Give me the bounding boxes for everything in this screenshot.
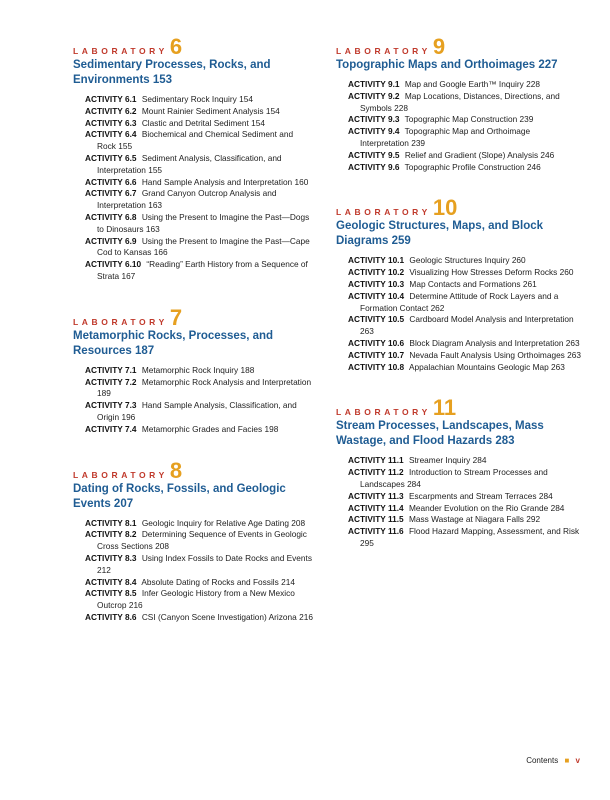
activity-number: ACTIVITY 10.3 <box>348 278 405 289</box>
laboratory-section <box>73 36 313 283</box>
activity-page: 262 <box>430 302 445 313</box>
activity-number: ACTIVITY 11.1 <box>348 455 404 466</box>
activity-number: ACTIVITY 6.5 <box>85 152 137 163</box>
activity-item[interactable] <box>348 114 581 126</box>
activity-item[interactable] <box>85 612 313 624</box>
activity-list <box>85 518 313 624</box>
activity-title: Mass Wastage at Niagara Falls <box>408 514 524 525</box>
activity-title: Using the Present to Imagine the Past—Cape Cod to Kansas <box>97 235 310 258</box>
activity-title: Map and Google Earth™ Inquiry <box>404 79 524 89</box>
activity-item[interactable] <box>85 529 313 553</box>
activity-title: Geologic Structures Inquiry <box>409 255 510 266</box>
activity-number: ACTIVITY 11.3 <box>348 490 404 501</box>
laboratory-title[interactable] <box>73 482 313 512</box>
activity-number: ACTIVITY 10.6 <box>348 337 405 348</box>
activity-page: 196 <box>121 411 136 422</box>
activity-title: Cardboard Model Analysis and Interpretation <box>409 314 574 325</box>
activity-item[interactable] <box>348 267 581 279</box>
activity-item[interactable] <box>85 259 313 283</box>
activity-page: 216 <box>128 600 143 611</box>
activity-number: ACTIVITY 6.6 <box>85 176 137 187</box>
activity-page: 167 <box>121 270 136 281</box>
activity-item[interactable] <box>85 236 313 260</box>
activity-item[interactable] <box>348 514 581 526</box>
laboratory-title[interactable] <box>73 58 313 88</box>
activity-item[interactable] <box>348 126 581 150</box>
activity-number: ACTIVITY 6.3 <box>85 117 137 128</box>
laboratory-label: LABORATORY <box>336 46 431 56</box>
activity-title: Escarpments and Stream Terraces <box>408 490 537 501</box>
laboratory-section <box>336 197 581 373</box>
laboratory-page-number: 259 <box>391 235 411 248</box>
activity-page: 208 <box>155 541 169 552</box>
activity-page: 292 <box>526 514 541 525</box>
activity-number: ACTIVITY 11.6 <box>348 526 404 537</box>
activity-item[interactable] <box>348 255 581 267</box>
activity-number: ACTIVITY 8.6 <box>85 611 137 622</box>
activity-number: ACTIVITY 6.1 <box>85 94 137 104</box>
activity-title: Map Locations, Distances, Directions, and Symbols <box>360 90 560 113</box>
activity-number: ACTIVITY 7.1 <box>85 364 137 375</box>
laboratory-label: LABORATORY <box>336 407 431 418</box>
laboratory-number: 7 <box>169 304 183 330</box>
activity-number: ACTIVITY 11.5 <box>348 514 404 525</box>
activity-item[interactable] <box>348 279 581 291</box>
activity-number: ACTIVITY 6.7 <box>85 188 137 199</box>
activity-number: ACTIVITY 8.3 <box>85 552 137 563</box>
activity-number: ACTIVITY 6.8 <box>85 211 137 222</box>
activity-item[interactable] <box>348 314 581 338</box>
activity-page: 263 <box>567 349 581 360</box>
laboratory-title-text: Stream Processes, Landscapes, Mass Wastage, and Flood Hazards <box>336 420 544 448</box>
laboratory-title-text: Sedimentary Processes, Rocks, and Environments <box>73 59 271 86</box>
activity-number: ACTIVITY 7.2 <box>85 376 137 387</box>
activity-item[interactable] <box>85 188 313 212</box>
left-column <box>73 36 313 648</box>
activity-number: ACTIVITY 11.2 <box>348 467 404 478</box>
laboratory-label: LABORATORY <box>73 316 168 327</box>
activity-item[interactable] <box>85 212 313 236</box>
activity-item[interactable] <box>85 553 313 577</box>
activity-number: ACTIVITY 6.10 <box>85 259 142 270</box>
activity-item[interactable] <box>348 291 581 315</box>
laboratory-number: 11 <box>432 395 457 421</box>
activity-title: Metamorphic Rock Analysis and Interpretation <box>141 376 312 387</box>
activity-page: 284 <box>538 490 553 501</box>
activity-page: 246 <box>540 149 555 160</box>
activity-item[interactable] <box>348 162 581 174</box>
activity-title: Sediment Analysis, Classification, and Interpretation <box>97 152 282 175</box>
activity-number: ACTIVITY 10.2 <box>348 267 405 278</box>
laboratory-page-number: 207 <box>113 497 134 510</box>
activity-page: 239 <box>519 114 534 125</box>
activity-title: Relief and Gradient (Slope) Analysis <box>404 149 539 160</box>
laboratory-section <box>336 36 581 173</box>
right-column <box>336 36 581 574</box>
activity-page: 228 <box>526 79 540 89</box>
laboratory-page-number: 187 <box>135 344 155 357</box>
activity-page: 284 <box>550 502 565 513</box>
activity-list <box>85 365 313 436</box>
activity-title: Clastic and Detrital Sediment <box>141 117 249 128</box>
activity-number: ACTIVITY 9.6 <box>348 161 400 172</box>
laboratory-section <box>336 397 581 549</box>
activity-page: 246 <box>526 161 541 172</box>
activity-number: ACTIVITY 8.5 <box>85 588 137 599</box>
activity-list <box>348 255 581 373</box>
laboratory-title-text: Metamorphic Rocks, Processes, and Resources <box>73 329 274 357</box>
activity-page: 261 <box>522 278 537 289</box>
activity-page: 228 <box>394 102 408 113</box>
activity-title: Hand Sample Analysis and Interpretation <box>141 176 293 187</box>
activity-item[interactable] <box>348 350 581 362</box>
activity-page: 260 <box>511 255 526 266</box>
activity-title: Using the Present to Imagine the Past—Dogs to Dinosaurs <box>97 211 310 234</box>
activity-number: ACTIVITY 6.4 <box>85 129 137 140</box>
activity-title: Infer Geologic History from a New Mexico Outcrop <box>97 588 295 611</box>
activity-number: ACTIVITY 9.3 <box>348 114 400 125</box>
activity-title: Grand Canyon Outcrop Analysis and Interpretation <box>97 188 277 211</box>
laboratory-label: LABORATORY <box>73 46 168 56</box>
activity-title: Geologic Inquiry for Relative Age Dating <box>141 517 289 528</box>
activity-title: Sedimentary Rock Inquiry <box>141 94 237 104</box>
activity-item[interactable] <box>85 153 313 177</box>
activity-item[interactable] <box>85 424 313 436</box>
activity-item[interactable] <box>85 400 313 424</box>
activity-page: 154 <box>239 94 253 104</box>
activity-item[interactable] <box>85 106 313 118</box>
activity-title: Topographic Map and Orthoimage Interpretation <box>360 126 531 148</box>
activity-item[interactable] <box>348 467 581 491</box>
activity-number: ACTIVITY 8.2 <box>85 529 137 540</box>
activity-page: 163 <box>148 200 163 211</box>
laboratory-title[interactable] <box>336 419 581 449</box>
activity-title: Meander Evolution on the Rio Grande <box>408 502 549 513</box>
laboratory-number: 8 <box>169 457 183 483</box>
laboratory-heading <box>73 34 313 59</box>
activity-title: Mount Rainier Sediment Analysis <box>141 105 264 116</box>
activity-title: Flood Hazard Mapping, Assessment, and Risk <box>408 526 580 537</box>
activity-item[interactable] <box>85 94 313 106</box>
activity-page: 163 <box>145 223 160 234</box>
activity-page: 166 <box>153 247 168 258</box>
activity-title: Topographic Map Construction <box>404 114 518 125</box>
activity-number: ACTIVITY 10.8 <box>348 361 405 372</box>
laboratory-page-number: 153 <box>152 74 173 86</box>
activity-page: 284 <box>407 478 421 489</box>
laboratory-section <box>73 304 313 436</box>
activity-item[interactable] <box>348 526 581 550</box>
laboratory-heading <box>336 195 581 221</box>
activity-item[interactable] <box>348 91 581 115</box>
laboratory-title-text: Geologic Structures, Maps, and Block Diagrams <box>336 220 544 248</box>
activity-title: Topographic Profile Construction <box>404 161 525 172</box>
laboratory-label: LABORATORY <box>73 469 168 480</box>
activity-page: 263 <box>551 361 565 372</box>
activity-title: Using Index Fossils to Date Rocks and Events <box>141 552 312 563</box>
laboratory-number: 6 <box>169 34 183 59</box>
activity-page: 216 <box>299 611 313 622</box>
page-number: v <box>575 756 580 765</box>
activity-item[interactable] <box>348 79 581 91</box>
activity-number: ACTIVITY 11.4 <box>348 502 404 513</box>
laboratory-page-number: 227 <box>538 59 558 71</box>
activity-number: ACTIVITY 9.2 <box>348 90 400 101</box>
activity-title: Visualizing How Stresses Deform Rocks <box>409 267 558 278</box>
activity-page: 208 <box>291 517 306 528</box>
activity-item[interactable] <box>85 365 313 377</box>
activity-title: CSI (Canyon Scene Investigation) Arizona <box>141 611 297 622</box>
activity-list <box>85 94 313 283</box>
activity-title: Biochemical and Chemical Sediment and Rock <box>97 129 294 152</box>
activity-page: 284 <box>472 455 487 466</box>
activity-page: 154 <box>251 117 265 128</box>
activity-title: “Reading” Earth History from a Sequence of Strata <box>97 259 308 281</box>
activity-title: Hand Sample Analysis, Classification, and Origin <box>97 400 297 422</box>
page-footer <box>526 756 580 765</box>
activity-page: 295 <box>360 537 374 548</box>
activity-item[interactable] <box>348 491 581 503</box>
activity-number: ACTIVITY 10.5 <box>348 314 405 325</box>
activity-page: 263 <box>565 337 580 348</box>
activity-item[interactable] <box>85 177 313 189</box>
activity-item[interactable] <box>348 338 581 350</box>
laboratory-title[interactable] <box>73 329 313 359</box>
activity-number: ACTIVITY 6.2 <box>85 105 137 116</box>
laboratory-section <box>73 457 313 624</box>
activity-number: ACTIVITY 8.4 <box>85 576 137 587</box>
activity-page: 155 <box>148 164 163 175</box>
activity-page: 189 <box>97 388 111 399</box>
activity-title: Metamorphic Rock Inquiry <box>141 364 239 375</box>
activity-page: 154 <box>265 105 280 116</box>
activity-page: 260 <box>559 267 574 278</box>
activity-page: 263 <box>360 326 374 337</box>
activity-number: ACTIVITY 9.1 <box>348 79 400 89</box>
activity-item[interactable] <box>85 129 313 153</box>
activity-title: Appalachian Mountains Geologic Map <box>408 361 549 372</box>
activity-page: 188 <box>240 364 255 375</box>
activity-item[interactable] <box>85 577 313 589</box>
activity-item[interactable] <box>348 150 581 162</box>
activity-title: Absolute Dating of Rocks and Fossils <box>141 576 279 587</box>
laboratory-label: LABORATORY <box>336 207 431 218</box>
laboratory-number: 9 <box>432 34 446 59</box>
activity-number: ACTIVITY 10.7 <box>348 349 405 360</box>
activity-page: 239 <box>411 137 426 148</box>
activity-page: 198 <box>264 423 279 434</box>
activity-item[interactable] <box>348 455 581 467</box>
laboratory-title[interactable] <box>336 219 581 249</box>
activity-title: Streamer Inquiry <box>408 455 471 466</box>
footer-square-icon: ■ <box>564 756 570 765</box>
activity-page: 160 <box>294 176 309 187</box>
activity-title: Block Diagram Analysis and Interpretation <box>409 337 564 348</box>
laboratory-page-number: 283 <box>495 435 515 448</box>
activity-number: ACTIVITY 9.5 <box>348 149 400 160</box>
activity-page: 214 <box>281 576 295 587</box>
activity-number: ACTIVITY 7.4 <box>85 423 137 434</box>
activity-title: Determine Attitude of Rock Layers and a Formation Contact <box>360 290 559 313</box>
activity-item[interactable] <box>348 362 581 374</box>
activity-title: Metamorphic Grades and Facies <box>141 423 263 434</box>
activity-page: 155 <box>118 141 133 152</box>
activity-number: ACTIVITY 8.1 <box>85 517 137 528</box>
activity-item[interactable] <box>85 588 313 612</box>
laboratory-title[interactable] <box>336 58 581 73</box>
activity-page: 212 <box>97 564 111 575</box>
activity-title: Introduction to Stream Processes and Landscapes <box>360 467 548 489</box>
activity-number: ACTIVITY 9.4 <box>348 126 400 137</box>
activity-number: ACTIVITY 10.1 <box>348 255 405 266</box>
activity-number: ACTIVITY 7.3 <box>85 400 137 411</box>
footer-label: Contents <box>526 756 559 765</box>
activity-item[interactable] <box>85 118 313 130</box>
activity-item[interactable] <box>348 503 581 515</box>
activity-item[interactable] <box>85 518 313 530</box>
laboratory-heading <box>73 304 313 330</box>
laboratory-title-text: Topographic Maps and Orthoimages <box>336 59 536 71</box>
laboratory-heading <box>336 395 581 421</box>
activity-number: ACTIVITY 6.9 <box>85 235 137 246</box>
laboratory-number: 10 <box>432 195 458 221</box>
activity-title: Nevada Fault Analysis Using Orthoimages <box>409 349 565 360</box>
laboratory-heading <box>73 457 313 483</box>
activity-item[interactable] <box>85 377 313 401</box>
laboratory-heading <box>336 34 581 59</box>
activity-title: Determining Sequence of Events in Geologic Cross Sections <box>97 529 307 552</box>
laboratory-title-text: Dating of Rocks, Fossils, and Geologic Events <box>73 482 286 510</box>
activity-list <box>348 455 581 549</box>
activity-title: Map Contacts and Formations <box>409 278 521 289</box>
activity-list <box>348 79 581 173</box>
activity-number: ACTIVITY 10.4 <box>348 290 405 301</box>
